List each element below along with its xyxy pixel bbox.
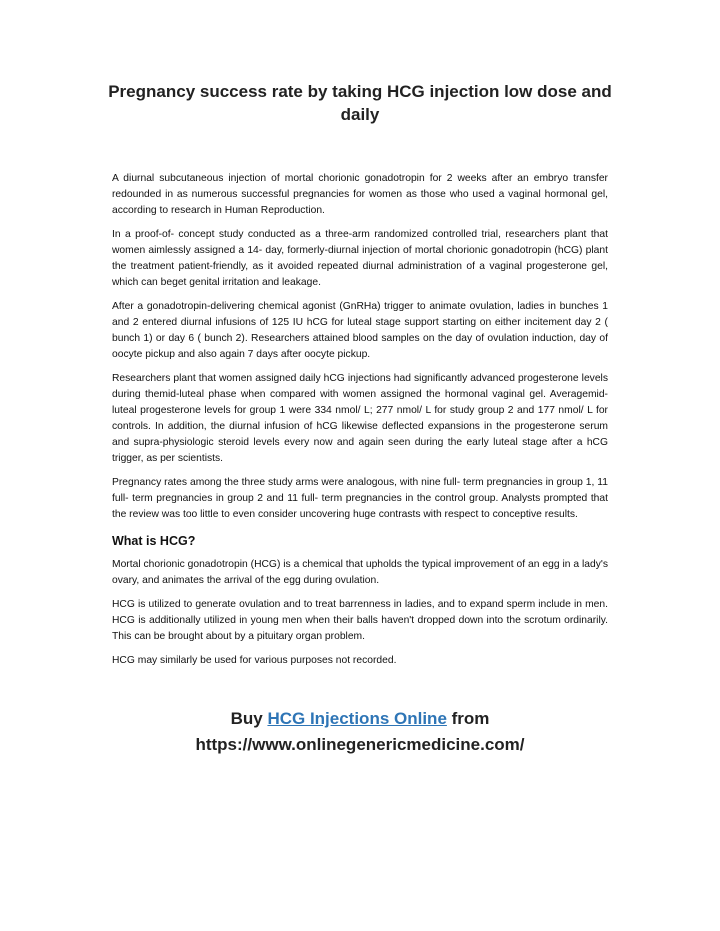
paragraph-hcg-definition: Mortal chorionic gonadotropin (HCG) is a chemical that upholds the typical improvement of an egg in a lady's ovary, and animates the arrival of the egg during ovulation.: [112, 559, 608, 586]
paragraph-results: Researchers plant that women assigned daily hCG injections had significantly advanced progesterone levels during themid-luteal phase when compared with women assigned the hormonal vaginal gel. Averagemid-luteal progesterone levels for group 1 were 334 nmol/ L; 277 nmol/ L for study group 2 and 177 nmol/ L for controls. In addition, the diurnal infusion of hCG likewise deflected expansions in the progesterone serum and supra-physiologic steroid levels every now and again seen during the early luteal stage after a hCG trigger, as per scientists.: [112, 373, 608, 464]
cta-line: [100, 706, 620, 732]
cta-prefix: Buy: [230, 709, 268, 728]
paragraph-method: After a gonadotropin-delivering chemical agonist (GnRHa) trigger to animate ovulation, ladies in bunches 1 and 2 entered diurnal infusions of 125 IU hCG for luteal stage support starting on either incitement day 2 ( bunch 1) or day 6 ( bunch 2). Researchers attained blood samples on the day of ovulation induction, day of oocyte pickup and also again 7 days after oocyte pickup.: [112, 301, 608, 360]
paragraph-pregnancy-rates: Pregnancy rates among the three study arms were analogous, with nine full- term pregnancies in group 1, 11 full- term pregnancies in group 2 and 11 full- term pregnancies in the control group. Analysts prompted that the review was too little to even consider uncovering huge contrasts with respect to conceptive results.: [112, 477, 608, 520]
section-heading-what-is-hcg: What is HCG?: [112, 534, 196, 548]
buy-call-to-action: [100, 706, 620, 758]
paragraph-hcg-uses: HCG is utilized to generate ovulation and to treat barrenness in ladies, and to expand sperm include in men. HCG is additionally utilized in young men when their balls haven't dropped down into the scrotum ordinarily. This can be brought about by a pituitary organ problem.: [112, 599, 608, 642]
cta-url: https://www.onlinegenericmedicine.com/: [195, 735, 525, 754]
paragraph-hcg-other-uses: HCG may similarly be used for various purposes not recorded.: [112, 655, 397, 666]
paragraph-intro: A diurnal subcutaneous injection of mortal chorionic gonadotropin for 2 weeks after an embryo transfer redounded in as numerous successful pregnancies for women as those who used a vaginal hormonal gel, according to research in Human Reproduction.: [112, 173, 608, 216]
hcg-injections-link[interactable]: HCG Injections Online: [267, 709, 447, 728]
article-body: [112, 171, 608, 677]
cta-suffix: from: [446, 709, 490, 728]
page-title: Pregnancy success rate by taking HCG injection low dose and daily: [108, 82, 612, 124]
paragraph-study: In a proof-of- concept study conducted as a three-arm randomized controlled trial, researchers plant that women aimlessly assigned a 14- day, formerly-diurnal injection of mortal chorionic gonadotropin (hCG) plant the treatment patient-friendly, as it avoided repeated diurnal administration of a vaginal progesterone gel, which can beget genital irritation and leakage.: [112, 229, 608, 288]
